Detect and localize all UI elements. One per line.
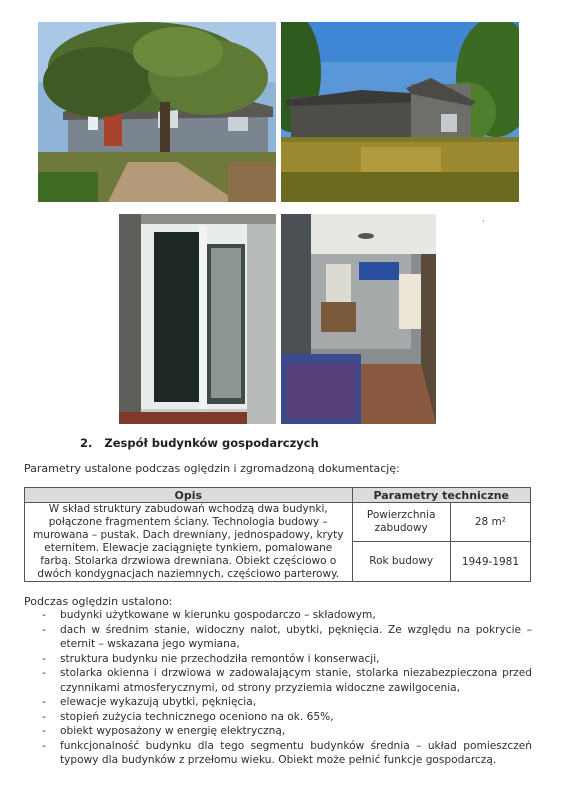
section-number: 2. <box>80 436 93 450</box>
table-row <box>25 503 531 542</box>
list-item-text: struktura budynku nie przechodziła remontów i konserwacji, <box>60 652 380 665</box>
observations-title: Podczas oględzin ustalono: <box>24 595 173 608</box>
description-line: dwóch kondygnacjach naziemnych, częściowo parterowy. <box>37 568 340 580</box>
list-item-text: obiekt wyposażony w energię elektryczną, <box>60 725 286 737</box>
description-line: eternitem. Elewacje zaciągnięte tynkiem, pomalowane <box>44 542 333 554</box>
bullet-dash: - <box>42 710 46 723</box>
list-item <box>42 666 532 695</box>
param-name: Rok budowy <box>352 542 450 582</box>
list-item <box>42 652 532 667</box>
list-item <box>42 608 532 623</box>
list-item-text: funkcjonalność budynku dla tego segmentu budynków średnia – układ pomieszczeń typowy dla budynków z przełomu wieku. Obiekt może pełnić funkcje gospodarczą. <box>60 739 532 766</box>
section-heading <box>80 436 319 450</box>
parameters-table <box>24 487 531 582</box>
scan-speck: , <box>482 214 485 224</box>
bullet-dash: - <box>42 739 46 752</box>
intro-text: Parametry ustalone podczas oględzin i zgromadzoną dokumentację: <box>24 462 400 475</box>
param-value: 28 m² <box>450 503 530 542</box>
list-item <box>42 710 532 725</box>
list-item <box>42 724 532 739</box>
photo-interior <box>281 214 436 424</box>
list-item-text: budynki użytkowane w kierunku gospodarczo – składowym, <box>60 609 376 621</box>
list-item <box>42 739 532 768</box>
observations-list <box>42 608 532 768</box>
section-title: Zespół budynków gospodarczych <box>104 436 319 450</box>
description-cell <box>25 503 353 582</box>
param-name: Powierzchnia zabudowy <box>352 503 450 542</box>
description-line: farbą. Stolarka drzwiowa drewniana. Obiekt częściowo o <box>40 555 337 567</box>
list-item-text: stolarka okienna i drzwiowa w zadowalającym stanie, stolarka niezabezpieczona przed czynnikami atmosferycznymi, od strony przyziemia widoczne zawilgocenia, <box>60 667 532 694</box>
list-item-text: elewacje wykazują ubytki, pęknięcia, <box>60 696 257 708</box>
bullet-dash: - <box>42 623 46 636</box>
description-line: murowana – pustak. Dach drewniany, jednospadowy, kryty <box>33 529 344 541</box>
param-value: 1949-1981 <box>450 542 530 582</box>
list-item-text: dach w średnim stanie, widoczny nalot, ubytki, pęknięcia. Ze względu na pokrycie – eternit – wskazana jego wymiana, <box>60 623 532 650</box>
description-line: połączone fragmentem ściany. Technologia budowy – <box>48 516 328 528</box>
description-line: W skład struktury zabudowań wchodzą dwa budynki, <box>48 503 328 515</box>
photo-house-front <box>38 22 276 202</box>
bullet-dash: - <box>42 725 46 737</box>
table-header-row <box>25 488 531 503</box>
bullet-dash: - <box>42 652 46 665</box>
bullet-dash: - <box>42 609 46 621</box>
header-parameters: Parametry techniczne <box>352 488 530 503</box>
photo-outbuilding <box>281 22 519 202</box>
list-item <box>42 695 532 710</box>
list-item <box>42 623 532 652</box>
list-item-text: stopień zużycia technicznego oceniono na ok. 65%, <box>60 710 334 723</box>
bullet-dash: - <box>42 667 46 679</box>
photo-window <box>119 214 276 424</box>
bullet-dash: - <box>42 696 46 708</box>
header-description: Opis <box>25 488 353 503</box>
